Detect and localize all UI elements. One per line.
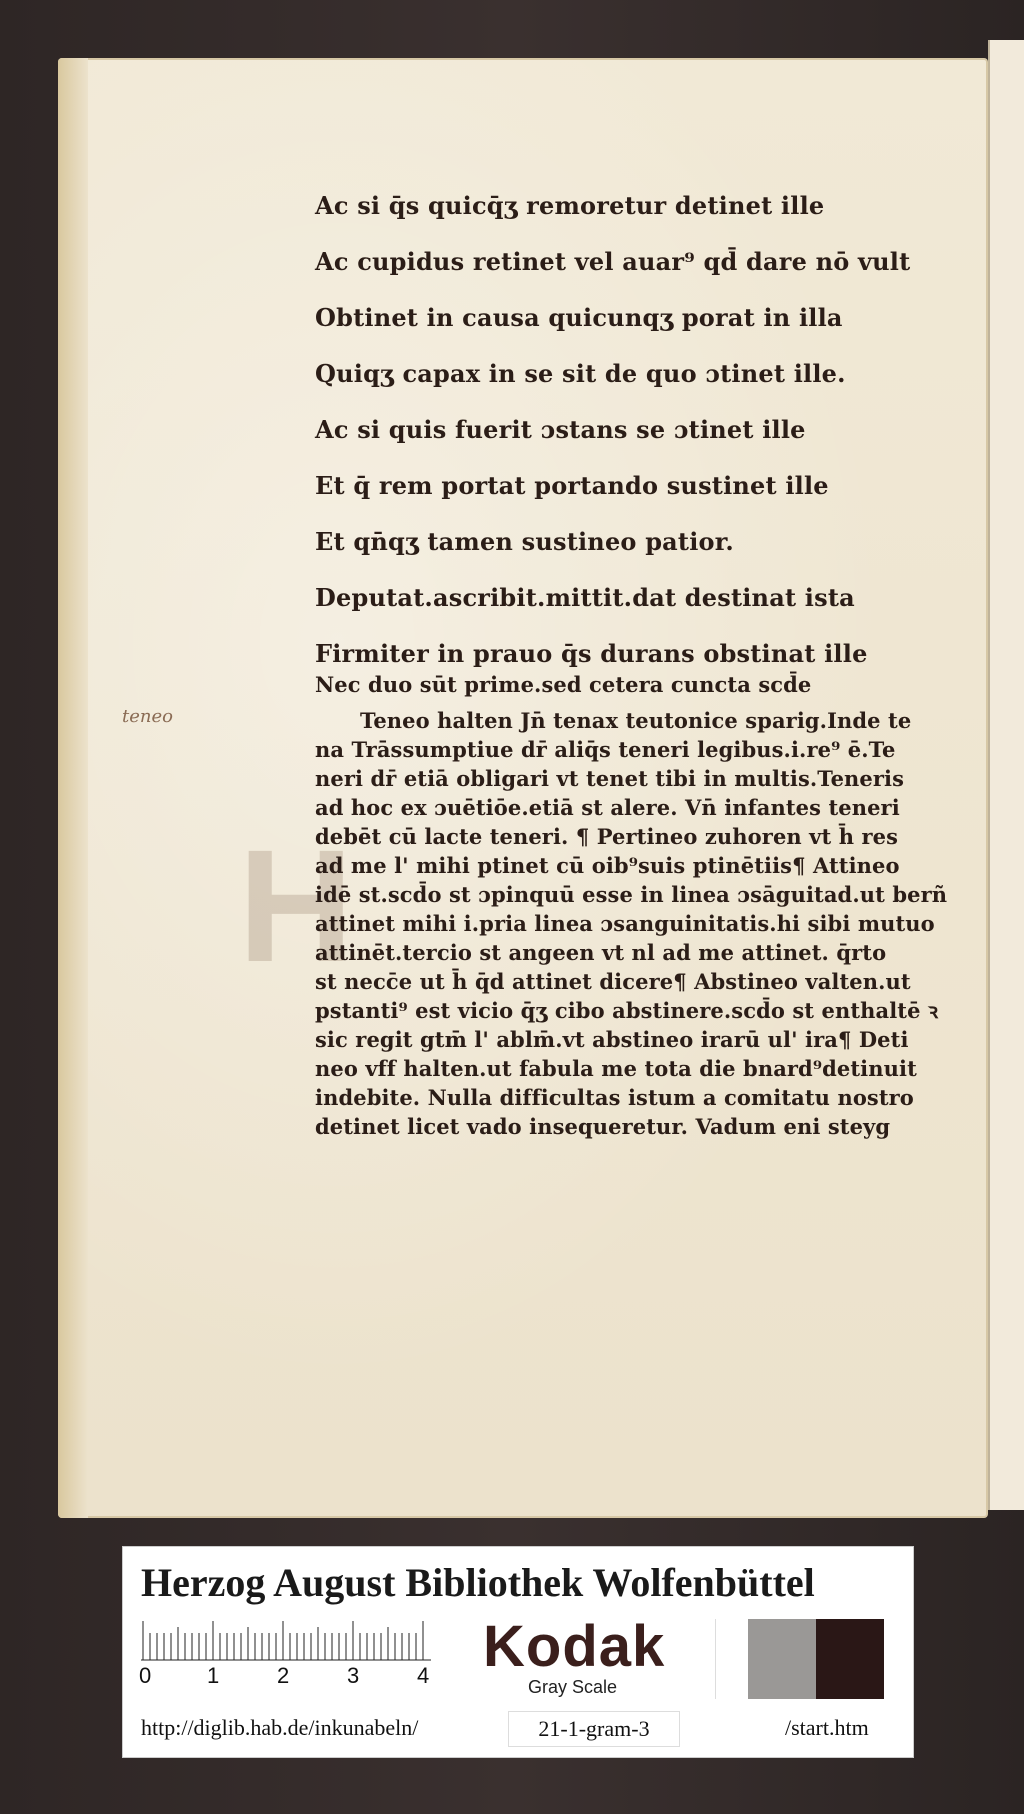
facing-page-edge bbox=[988, 40, 1024, 1510]
ruler-number: 0 bbox=[139, 1663, 152, 1688]
white-swatch bbox=[715, 1619, 749, 1699]
prose-line: Teneo halten Jn̄ tenax teutonice sparig.Inde te bbox=[360, 708, 912, 733]
prose-line: idē st.scd̄o st ɔpinquū esse in linea ɔsāguitad.ut berñ bbox=[315, 882, 948, 907]
institution-title: Herzog August Bibliothek Wolfenbüttel bbox=[141, 1560, 815, 1605]
prose-line: neri dr̄ etiā obligari vt tenet tibi in multis.Teneris bbox=[315, 766, 905, 791]
ruler-ticks bbox=[141, 1621, 441, 1661]
color-target-card bbox=[122, 1546, 914, 1758]
url-suffix: /start.htm bbox=[785, 1715, 869, 1740]
marginal-annotation: teneo bbox=[122, 706, 173, 727]
prose-line: ad me l' mihi ptinet cū oib⁹suis ptinētiis¶ Attineo bbox=[315, 853, 900, 878]
gray-scale-label: Gray Scale bbox=[528, 1677, 618, 1697]
verse-line: Ac cupidus retinet vel auar⁹ qd̄ dare nō vult bbox=[315, 247, 911, 276]
url-identifier: 21-1-gram-3 bbox=[508, 1711, 680, 1747]
gray-swatch bbox=[748, 1619, 816, 1699]
prose-line: detinet licet vado insequeretur. Vadum eni steyg bbox=[315, 1114, 891, 1139]
prose-line: st necc̄e ut h̄ q̄d attinet dicere¶ Abstineo valten.ut bbox=[315, 969, 911, 994]
commentary-block bbox=[315, 670, 948, 1141]
verse-line: Obtinet in causa quicunqʒ porat in illa bbox=[315, 303, 843, 332]
verse-line: Deputat.ascribit.mittit.dat destinat ista bbox=[315, 583, 855, 612]
kodak-logo: Kodak bbox=[483, 1614, 666, 1679]
ruler-number: 1 bbox=[207, 1663, 220, 1688]
prose-line: neo vff halten.ut fabula me tota die bnard⁹detinuit bbox=[315, 1056, 917, 1081]
prose-line: na Trāssumptiue dr̄ aliq̄s teneri legibus.i.re⁹ ē.Te bbox=[315, 737, 896, 762]
measurement-ruler bbox=[139, 1621, 441, 1688]
page-gutter bbox=[58, 58, 88, 1518]
prose-line: sic regit gtm̄ l' ablm̄.vt abstineo irarū ul' ira¶ Deti bbox=[315, 1027, 909, 1052]
verse-line: Quiqʒ capax in se sit de quo ɔtinet ille. bbox=[315, 359, 846, 388]
prose-line: Nec duo sūt prime.sed cetera cuncta scd̄e bbox=[315, 672, 812, 697]
verse-line: Et q̄ rem portat portando sustinet ille bbox=[315, 471, 829, 500]
watermark-letter: H bbox=[238, 816, 354, 995]
prose-line: indebite. Nulla difficultas istum a comitatu nostro bbox=[315, 1085, 914, 1110]
ruler-number: 3 bbox=[347, 1663, 360, 1688]
black-swatch bbox=[816, 1619, 884, 1699]
prose-line: attinēt.tercio st angeen vt nl ad me attinet. q̄rto bbox=[315, 940, 887, 965]
prose-line: debēt cū lacte teneri. ¶ Pertineo zuhoren vt h̄ res bbox=[315, 824, 899, 849]
verse-line: Ac si q̄s quicq̄ʒ remoretur detinet ille bbox=[315, 191, 825, 220]
verse-line: Firmiter in prauo q̄s durans obstinat ille bbox=[315, 639, 868, 668]
verse-line: Ac si quis fuerit ɔstans se ɔtinet ille bbox=[315, 415, 806, 444]
verse-block bbox=[315, 188, 935, 692]
prose-line: attinet mihi i.pria linea ɔsanguinitatis.hi sibi mutuo bbox=[315, 911, 935, 936]
ruler-number: 4 bbox=[417, 1663, 430, 1688]
url-prefix: http://diglib.hab.de/inkunabeln/ bbox=[141, 1715, 419, 1740]
prose-line: ad hoc ex ɔuētiōe.etiā st alere. Vn̄ infantes teneri bbox=[315, 795, 900, 820]
verse-line: Et qn̄qʒ tamen sustineo patior. bbox=[315, 527, 734, 556]
prose-line: pstanti⁹ est vicio q̄ʒ cibo abstinere.scd̄o st enthaltē ꝛ bbox=[315, 998, 939, 1023]
ruler-number: 2 bbox=[277, 1663, 290, 1688]
